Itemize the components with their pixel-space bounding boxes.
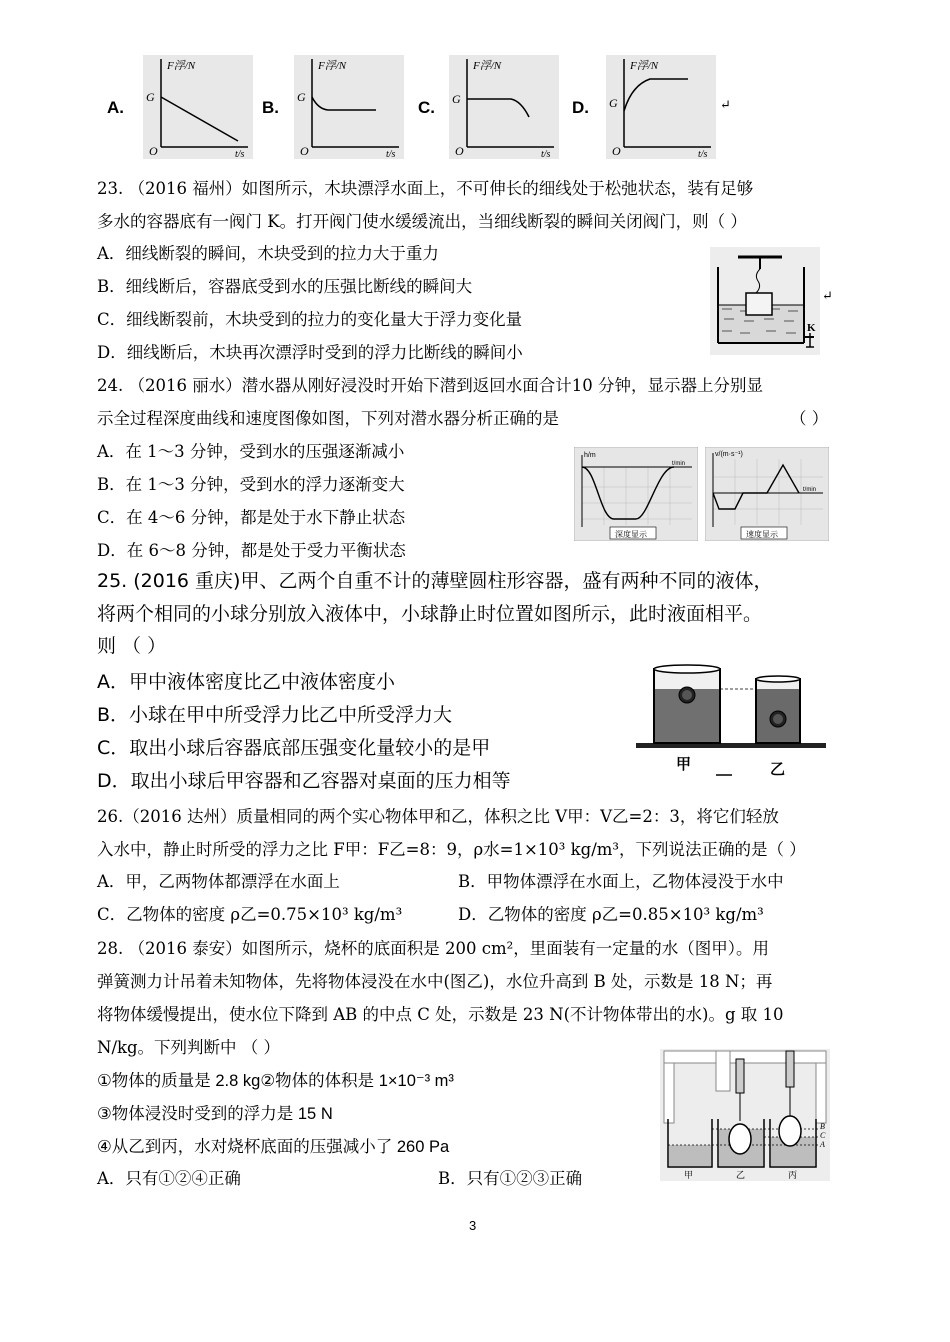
svg-text:t/s: t/s: [541, 149, 551, 159]
depth-ylabel: h/m: [584, 452, 596, 459]
q24-depth-figure: [574, 447, 698, 541]
return-mark: ↵: [720, 98, 731, 113]
valve-k-label: K: [807, 322, 816, 334]
svg-text:t/s: t/s: [386, 149, 396, 159]
q24-speed-figure: [705, 447, 829, 541]
q23-container-figure: [710, 247, 820, 355]
q23-option-d: D．细线断后，木块再次漂浮时受到的浮力比断线的瞬间小: [97, 343, 523, 362]
q24-stem-1: 24. （2016 丽水）潜水器从刚好浸没时开始下潜到返回水面合计10 分钟，显示器上分别显: [97, 376, 763, 395]
q25-stem-3: 则 （ ）: [97, 635, 167, 657]
level-a-label: A: [820, 1140, 825, 1149]
q23-stem-2: 多水的容器底有一阀门 K。打开阀门使水缓缓流出，当细线断裂的瞬间关闭阀门，则（ ）: [97, 212, 747, 231]
speed-xlabel: t/min: [803, 487, 817, 493]
option-d-graph: [606, 55, 716, 159]
q24-option-d: D．在 6～8 分钟，都是处于受力平衡状态: [97, 541, 406, 560]
q24-option-c: C．在 4～6 分钟，都是处于水下静止状态: [97, 508, 406, 527]
option-d-label: D.: [572, 98, 589, 117]
q28-statement-3: ③物体浸没时受到的浮力是 15 N: [97, 1105, 333, 1123]
q24-option-b: B．在 1～3 分钟，受到水的浮力逐渐变大: [97, 475, 405, 494]
fig-yi-label: 乙: [770, 760, 786, 778]
speed-title: 速度显示: [746, 530, 778, 539]
svg-text:O: O: [300, 144, 309, 158]
q26-option-a: A．甲，乙两物体都漂浮在水面上: [97, 872, 340, 891]
svg-text:G: G: [297, 90, 306, 104]
q25-containers-figure: [636, 653, 826, 783]
depth-xlabel: t/min: [672, 461, 686, 467]
return-mark: ↵: [822, 289, 833, 304]
q26-option-c: C．乙物体的密度 ρ乙=0.75×10³ kg/m³: [97, 905, 403, 924]
svg-text:t/s: t/s: [235, 149, 245, 159]
q28-stem-4: N/kg。下列判断中 （ ）: [97, 1038, 281, 1057]
q24-option-a: A．在 1～3 分钟，受到水的压强逐渐减小: [97, 442, 405, 461]
q26-option-b: B．甲物体漂浮在水面上，乙物体浸没于水中: [458, 872, 784, 891]
svg-text:F浮/N: F浮/N: [630, 60, 659, 72]
depth-title: 深度显示: [615, 530, 647, 539]
option-c-graph: [449, 55, 559, 159]
svg-text:G: G: [146, 90, 155, 104]
q28-stem-1: 28. （2016 泰安）如图所示，烧杯的底面积是 200 cm²，里面装有一定量的水（图甲）。用: [97, 939, 769, 958]
svg-text:t/s: t/s: [698, 149, 708, 159]
q24-paren: （ ）: [790, 409, 829, 428]
q25-option-b: B．小球在甲中所受浮力比乙中所受浮力大: [97, 704, 453, 726]
q28-statement-1: ①物体的质量是 2.8 kg②物体的体积是 1×10⁻³ m³: [97, 1072, 454, 1090]
q28-option-b: B．只有①②③正确: [438, 1169, 583, 1188]
option-b-graph: [294, 55, 404, 159]
q28-stem-3: 将物体缓慢提出，使水位下降到 AB 的中点 C 处，示数是 23 N(不计物体带出的水)。g 取 10: [97, 1005, 784, 1024]
q28-stem-2: 弹簧测力计吊着未知物体，先将物体浸没在水中(图乙)，水位升高到 B 处，示数是 18 N；再: [97, 972, 773, 991]
level-b-label: B: [820, 1122, 825, 1131]
option-a-graph: [143, 55, 253, 159]
svg-text:F浮/N: F浮/N: [167, 60, 196, 72]
beaker-bing-label: 丙: [788, 1171, 798, 1181]
q24-stem-2: 示全过程深度曲线和速度图像如图，下列对潜水器分析正确的是: [97, 409, 559, 428]
page-number: 3: [469, 1218, 477, 1233]
q23-stem-1: 23. （2016 福州）如图所示，木块漂浮水面上，不可伸长的细线处于松弛状态，装有足够: [97, 179, 754, 198]
beaker-jia-label: 甲: [684, 1171, 694, 1181]
beaker-yi-label: 乙: [736, 1171, 746, 1181]
svg-text:F浮/N: F浮/N: [473, 60, 502, 72]
option-c-label: C.: [418, 98, 435, 117]
option-b-label: B.: [262, 98, 279, 117]
q23-option-a: A．细线断裂的瞬间，木块受到的拉力大于重力: [97, 244, 439, 263]
svg-text:O: O: [612, 144, 621, 158]
q28-statement-4: ④从乙到丙，水对烧杯底面的压强减小了 260 Pa: [97, 1138, 450, 1156]
svg-text:O: O: [149, 144, 158, 158]
svg-text:F浮/N: F浮/N: [318, 60, 347, 72]
level-c-label: C: [820, 1131, 826, 1140]
q25-option-d: D．取出小球后甲容器和乙容器对桌面的压力相等: [97, 770, 511, 792]
q25-stem-1: 25. (2016 重庆)甲、乙两个自重不计的薄壁圆柱形容器，盛有两种不同的液体，: [97, 570, 773, 592]
q25-option-a: A．甲中液体密度比乙中液体密度小: [97, 671, 395, 693]
speed-ylabel: v/(m·s⁻¹): [715, 451, 743, 458]
q26-option-d: D．乙物体的密度 ρ乙=0.85×10³ kg/m³: [458, 905, 764, 924]
q23-option-c: C．细线断裂前，木块受到的拉力的变化量大于浮力变化量: [97, 310, 523, 329]
svg-text:G: G: [609, 96, 618, 110]
option-a-label: A.: [107, 98, 124, 117]
q28-option-a: A．只有①②④正确: [97, 1169, 241, 1188]
q28-beakers-figure: [660, 1049, 830, 1181]
fig-jia-label: 甲: [676, 755, 692, 773]
svg-text:O: O: [455, 144, 464, 158]
q26-stem-2: 入水中，静止时所受的浮力之比 F甲：F乙=8：9，ρ水=1×10³ kg/m³，下列说法正确的是（ ）: [97, 840, 806, 859]
svg-text:G: G: [452, 92, 461, 106]
q25-stem-2: 将两个相同的小球分别放入液体中，小球静止时位置如图所示，此时液面相平。: [97, 603, 763, 625]
q23-option-b: B．细线断后，容器底受到水的压强比断线的瞬间大: [97, 277, 473, 296]
q25-option-c: C．取出小球后容器底部压强变化量较小的是甲: [97, 737, 491, 759]
q26-stem-1: 26.（2016 达州）质量相同的两个实心物体甲和乙，体积之比 V甲：V乙=2：3，将它们轻放: [97, 807, 779, 826]
